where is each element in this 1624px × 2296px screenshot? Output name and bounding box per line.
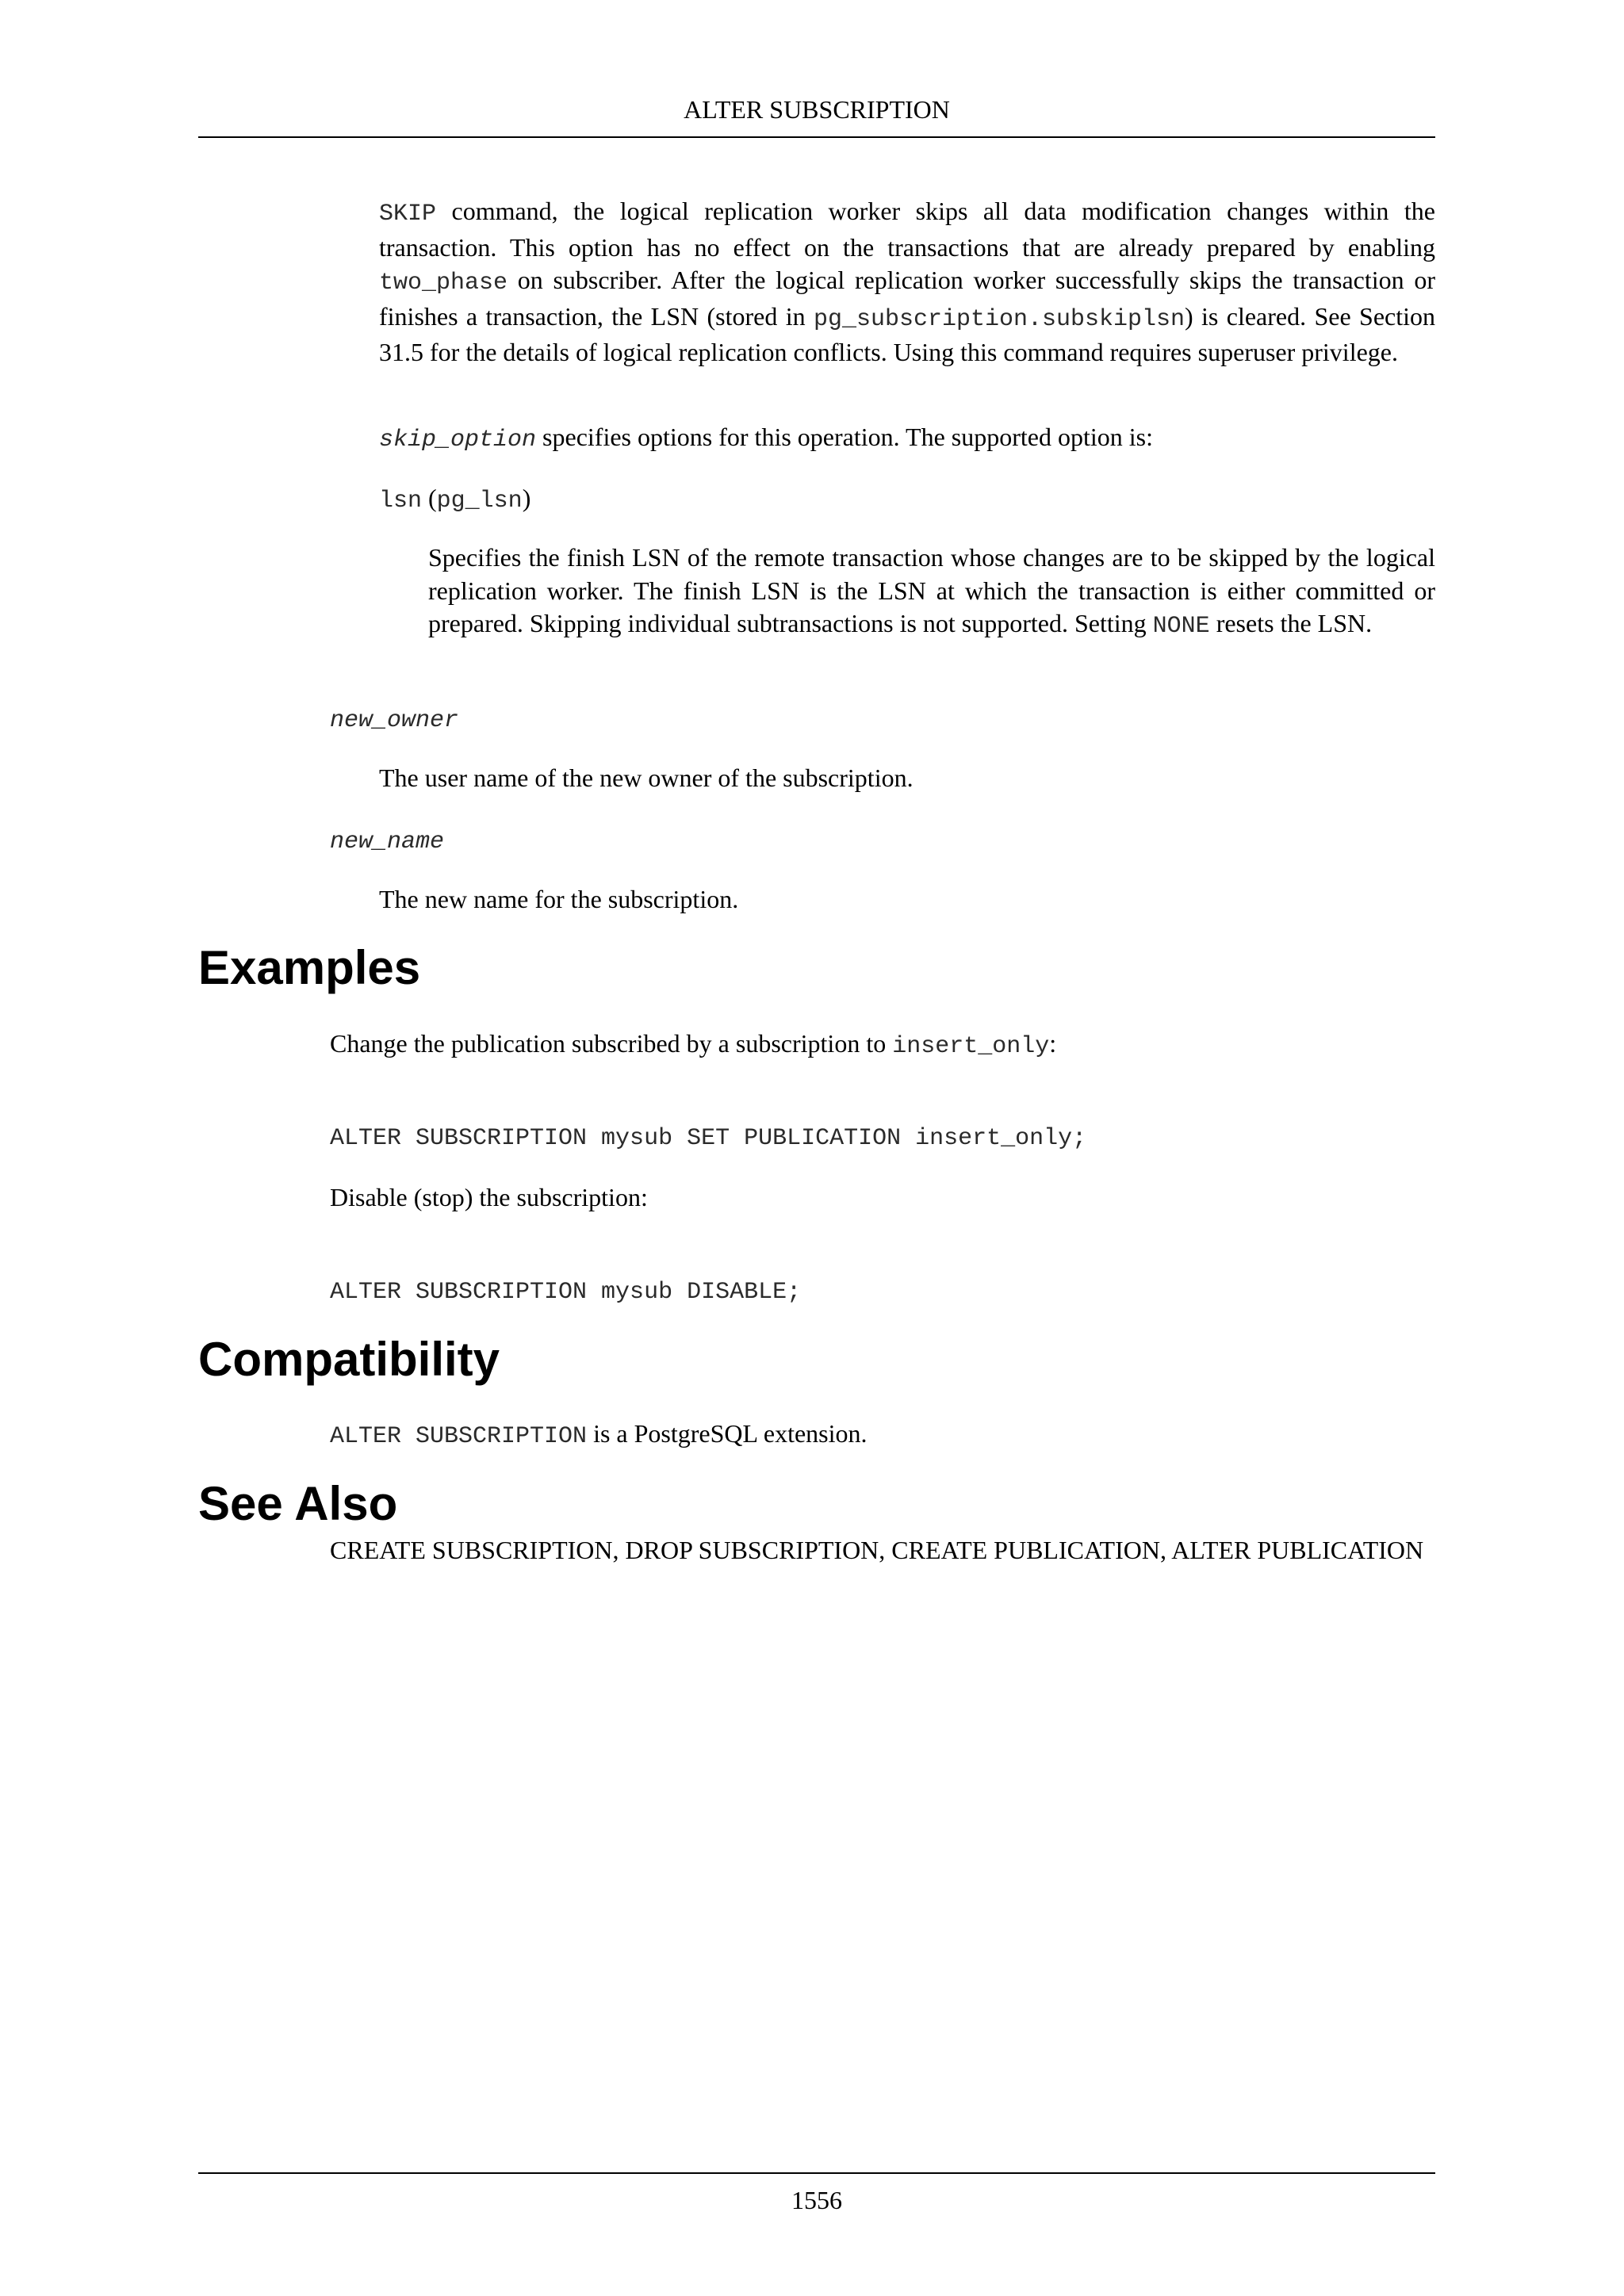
- lsn-type-code: pg_lsn: [436, 488, 523, 515]
- see-also-heading: See Also: [198, 1477, 398, 1530]
- lsn-description: [428, 541, 1435, 644]
- see-also-link-drop-subscription[interactable]: DROP SUBSCRIPTION: [625, 1536, 879, 1564]
- examples-intro-2: Disable (stop) the subscription:: [330, 1183, 648, 1211]
- lsn-text-1: Specifies the finish LSN of the remote transaction whose changes are to be skipped by the logical replication worker. The finish LSN is the LSN at which the transaction is either committed or prepared. Skipping individual subtransactions is not supported. Setting: [428, 543, 1435, 637]
- see-also-links: [330, 1534, 1435, 1567]
- new-owner-description: The user name of the new owner of the subscription.: [379, 763, 914, 792]
- skip-code: SKIP: [379, 201, 437, 228]
- new-owner-code: new_owner: [330, 707, 459, 734]
- skip-option-text: specifies options for this operation. The supported option is:: [536, 423, 1154, 451]
- none-code: NONE: [1152, 613, 1210, 640]
- footer-rule: [198, 2172, 1435, 2174]
- see-also-separator: ,: [879, 1536, 892, 1564]
- new-name-term: [330, 823, 1435, 859]
- insert-only-code: insert_only: [892, 1033, 1050, 1060]
- examples-intro-1-end: :: [1049, 1029, 1057, 1058]
- header-rule: [198, 136, 1435, 138]
- new-name-code: new_name: [330, 828, 445, 855]
- skip-option-term: skip_option: [379, 427, 537, 453]
- subskiplsn-code: pg_subscription.subskiplsn: [813, 305, 1185, 333]
- examples-heading: Examples: [198, 941, 421, 994]
- skip-option-paragraph: [379, 421, 1435, 457]
- lsn-term: [379, 482, 1435, 519]
- skip-text-1: command, the logical replication worker skips all data modification changes within the transaction. This option has no effect on the transactions that are already prepared by enabling: [379, 197, 1435, 262]
- examples-intro-1-text: Change the publication subscribed by a subscription to: [330, 1029, 893, 1058]
- lsn-type-close: ): [522, 484, 531, 512]
- two-phase-code: two_phase: [379, 270, 508, 297]
- lsn-type-open: (: [422, 484, 437, 512]
- compatibility-text-span: is a PostgreSQL extension.: [587, 1419, 868, 1448]
- examples-intro-1: [330, 1027, 1435, 1064]
- new-owner-term: [330, 702, 1435, 738]
- running-header: ALTER SUBSCRIPTION: [684, 95, 950, 124]
- see-also-link-create-subscription[interactable]: CREATE SUBSCRIPTION: [330, 1536, 613, 1564]
- page-number: 1556: [791, 2186, 842, 2214]
- see-also-link-create-publication[interactable]: CREATE PUBLICATION: [891, 1536, 1160, 1564]
- compatibility-text: [330, 1418, 1435, 1454]
- skip-text-2: on subscriber. After the logical replication worker successfully skips the transaction or finishes a transaction, the LSN (stored in: [379, 266, 1435, 331]
- skip-description: [379, 195, 1435, 369]
- lsn-code: lsn: [379, 488, 423, 515]
- see-also-separator: ,: [1159, 1536, 1172, 1564]
- new-name-description: The new name for the subscription.: [379, 885, 739, 913]
- compatibility-heading: Compatibility: [198, 1333, 500, 1386]
- compatibility-code: ALTER SUBSCRIPTION: [330, 1423, 588, 1450]
- example-code-1: ALTER SUBSCRIPTION mysub SET PUBLICATION insert_only;: [330, 1125, 1087, 1152]
- lsn-text-2: resets the LSN.: [1209, 609, 1373, 637]
- example-code-2: ALTER SUBSCRIPTION mysub DISABLE;: [330, 1279, 802, 1306]
- see-also-separator: ,: [612, 1536, 626, 1564]
- see-also-link-alter-publication[interactable]: ALTER PUBLICATION: [1171, 1536, 1424, 1564]
- skip-text-3: ) is cleared. See Section 31.5 for the details of logical replication conflicts. Using this command requires superuser privilege.: [379, 301, 1436, 366]
